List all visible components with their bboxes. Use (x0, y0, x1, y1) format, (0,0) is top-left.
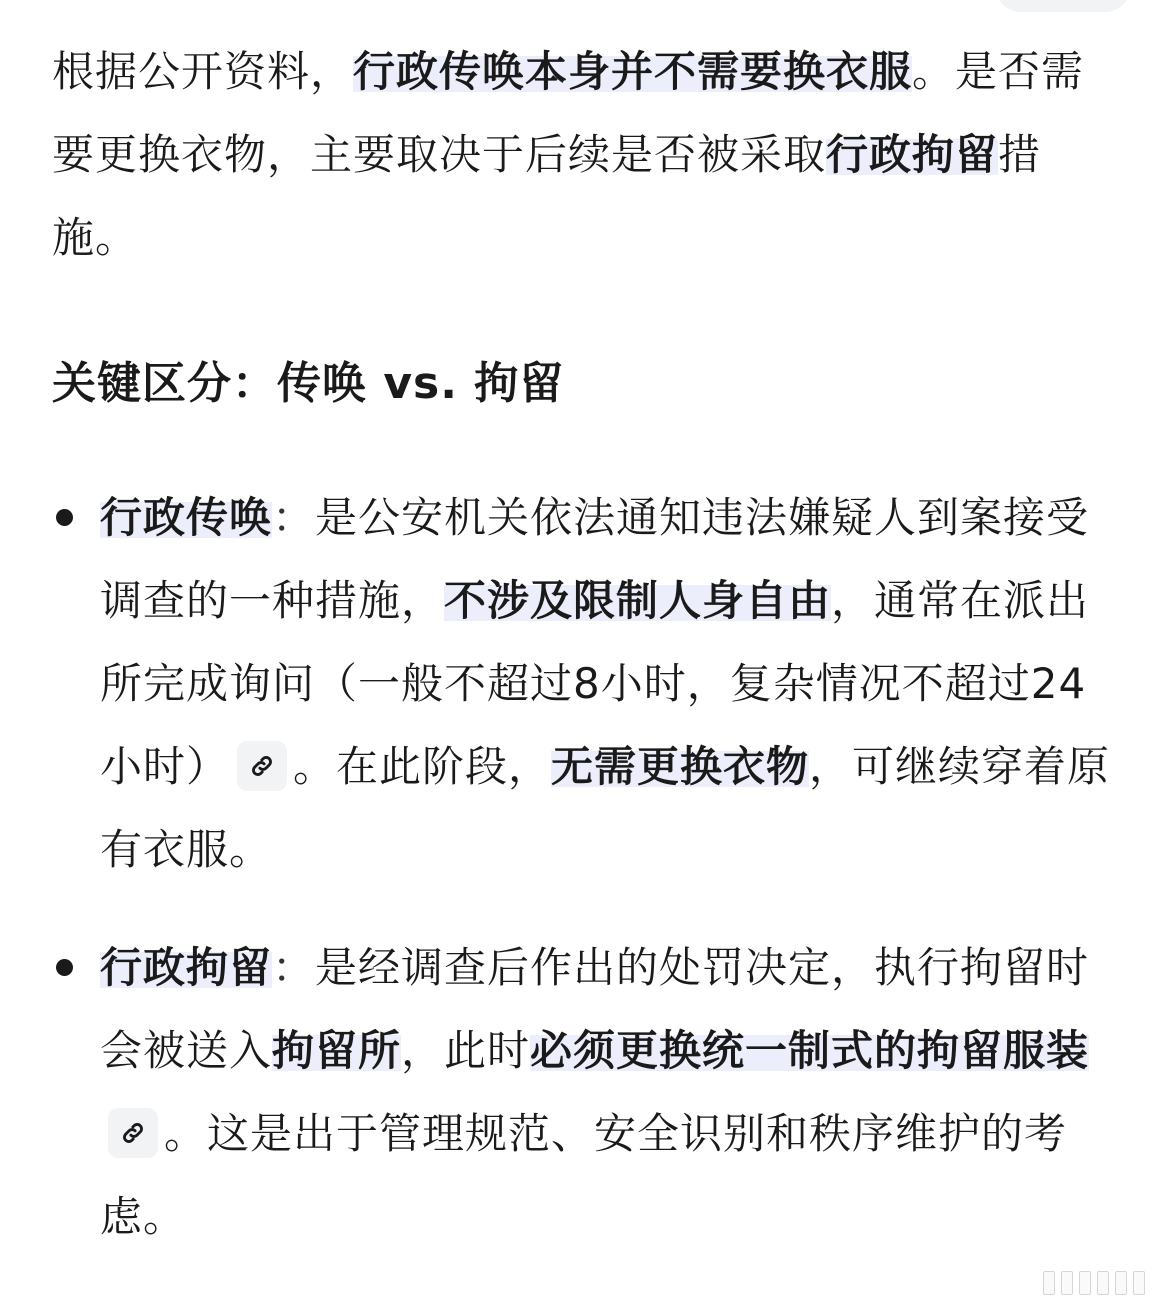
detention-text-a: 是经调查后作出的处罚决定，执行拘留时会被送入 (100, 943, 1090, 1075)
link-icon (249, 753, 275, 779)
summons-text-a: 是公安机关依法通知违法嫌疑人到案接受调查的一种措施， (100, 493, 1090, 625)
summons-text-b: ，通常在派出所完成询问（一般不超过8小时，复杂情况不超过24小时） (100, 576, 1090, 791)
intro-highlight-a: 行政传唤本身并不需要换衣服 (353, 47, 913, 96)
detention-text-c: 。这是出于管理规范、安全识别和秩序维护的考虑。 (100, 1109, 1068, 1241)
summons-text-c: 。在此阶段， (293, 742, 552, 791)
list-item-summons (52, 476, 1127, 891)
link-icon (120, 1120, 146, 1146)
section-title: 关键区分：传唤 vs. 拘留 (52, 358, 565, 409)
detention-text-b: ，此时 (401, 1026, 531, 1075)
bullet-list-2 (52, 926, 1127, 1258)
detention-highlight-a: 拘留所 (272, 1026, 402, 1075)
top-bar-pill (995, 0, 1131, 12)
list-item-detention (52, 926, 1127, 1258)
indicator-bar (1133, 1271, 1145, 1295)
intro-paragraph (52, 30, 1127, 279)
bullet-list (52, 476, 1127, 891)
term-detention: 行政拘留 (100, 943, 273, 992)
summons-text-d: ，可继续穿着原有衣服。 (100, 742, 1111, 874)
summons-highlight-b: 无需更换衣物 (551, 742, 810, 791)
answer-content (52, 30, 1127, 1241)
indicator-bar (1097, 1271, 1109, 1295)
intro-text-c: 措施。 (52, 130, 1042, 262)
indicator-bar (1043, 1271, 1055, 1295)
indicator-bar (1061, 1271, 1073, 1295)
indicator-bar (1079, 1271, 1091, 1295)
term-summons: 行政传唤 (100, 493, 273, 542)
summons-highlight-a: 不涉及限制人身自由 (444, 576, 832, 625)
bullet-dot (56, 959, 73, 976)
indicator-bar (1115, 1271, 1127, 1295)
citation-link-button[interactable] (237, 741, 287, 791)
detention-highlight-b: 必须更换统一制式的拘留服装 (530, 1026, 1090, 1075)
term-colon: ： (272, 493, 316, 542)
intro-highlight-b: 行政拘留 (826, 130, 999, 179)
citation-link-button[interactable] (108, 1108, 158, 1158)
term-colon: ： (272, 943, 316, 992)
bullet-dot (56, 509, 73, 526)
intro-text-b: 。是否需要更换衣物，主要取决于后续是否被采取 (52, 47, 1085, 179)
intro-text-a: 根据公开资料， (52, 47, 354, 96)
bottom-indicator (1043, 1271, 1145, 1295)
